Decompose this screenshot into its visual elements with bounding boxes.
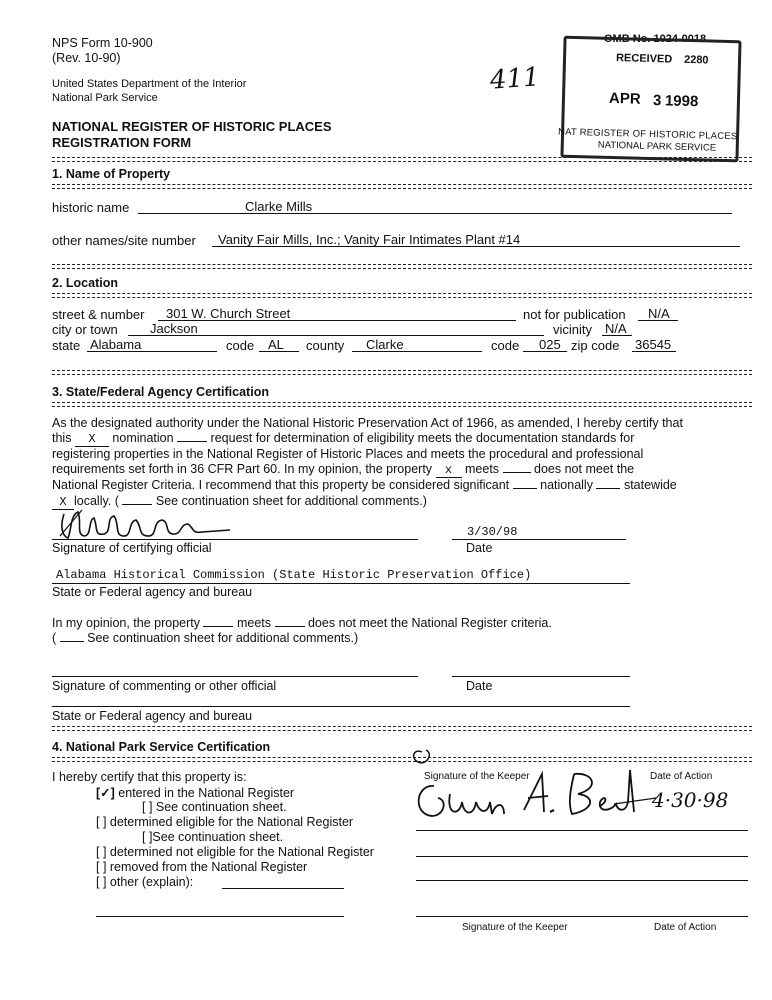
opinion-does-not-meet-checkbox[interactable] [275,626,305,627]
option-removed[interactable]: [ ] removed from the National Register [96,860,308,874]
department-name: United States Department of the Interior [52,78,247,90]
cert-locally: locally. ( [74,493,119,508]
received-stamp [557,36,741,163]
agency2-line[interactable] [52,706,630,707]
county-label: county [306,338,345,353]
cert-line-5: National Register Criteria. I recommend that this property be considered significant [52,478,510,493]
cert-continuation: See continuation sheet for additional comments.) [155,493,427,508]
handwritten-number: 411 [489,62,541,96]
agency2-label: State or Federal agency and bureau [52,709,253,723]
state-code-value[interactable]: AL [268,337,284,352]
section-divider [52,184,752,189]
nationally-checkbox[interactable] [513,488,537,489]
county-value[interactable]: Clarke [366,337,404,352]
opinion-line-3: See continuation sheet for additional comments.) [87,631,359,646]
stamp-code: 2280 [683,53,709,67]
street-value[interactable]: 301 W. Church Street [166,306,291,321]
form-title: NATIONAL REGISTER OF HISTORIC PLACES [52,119,332,134]
keeper-signature [404,744,664,840]
stamp-day: 3 [652,92,662,110]
section-divider [52,264,752,269]
cert-nomination: nomination [112,431,174,446]
historic-name-line [138,213,732,214]
stamp-line2: NATIONAL PARK SERVICE [597,139,717,154]
historic-name-label: historic name [52,200,130,215]
state-label: state [52,338,81,353]
opinion-meets: meets [236,616,272,630]
state-value[interactable]: Alabama [90,337,142,352]
other-names-label: other names/site number [52,233,196,248]
vicinity-value[interactable]: N/A [605,321,627,336]
stamp-month: APR [608,89,641,108]
option-not-eligible[interactable]: [ ] determined not eligible for the National Register [96,845,374,859]
keeper-date-value[interactable]: 4·30·98 [652,788,729,812]
historic-name-value[interactable]: Clarke Mills [245,199,313,214]
cert-date-label: Date [466,541,493,555]
stamp-line1: NAT REGISTER OF HISTORIC PLACES [557,126,738,143]
stamp-received: RECEIVED [615,52,673,66]
option-continuation-2[interactable]: [ ]See continuation sheet. [142,830,284,844]
keeper-line-3 [416,880,748,881]
option-other[interactable]: [ ] other (explain): [96,875,194,889]
section1-heading: 1. Name of Property [52,167,171,181]
section2-heading: 2. Location [52,276,118,290]
commenting-signature-line[interactable] [52,676,418,677]
option-entered[interactable] [96,785,294,800]
cert-line-1: As the designated authority under the National Historic Preservation Act of 1966, as amended, I hereby certify that [52,416,683,430]
certifying-signature [54,506,244,546]
keeper-label-1: Signature of the Keeper [424,771,530,782]
cert-this: this [52,431,72,446]
cert-signature-line [52,539,418,540]
commenting-signature-label: Signature of commenting or other official [52,679,277,693]
section-divider [52,370,752,375]
option-entered-label: entered in the National Register [118,786,295,800]
cert-line-4: requirements set forth in 36 CFR Part 60. In my opinion, the property [52,462,433,477]
commenting-date-label: Date [466,679,493,693]
does-not-meet-checkbox[interactable] [503,472,531,473]
form-subtitle: REGISTRATION FORM [52,135,192,150]
county-code-value[interactable]: 025 [539,337,561,352]
cert-nationally: nationally [540,478,593,493]
action-label-1: Date of Action [650,771,713,782]
option-continuation-1[interactable]: [ ] See continuation sheet. [142,800,287,814]
certification-paragraph [52,416,756,510]
locally-checkbox[interactable]: X [52,496,74,510]
other-explain-line-2[interactable] [96,916,344,917]
other-explain-line[interactable] [222,888,344,889]
option-eligible[interactable]: [ ] determined eligible for the National Register [96,815,354,829]
keeper-line-1 [416,830,748,831]
section-divider [52,157,752,162]
other-names-value[interactable]: Vanity Fair Mills, Inc.; Vanity Fair Intimates Plant #14 [218,232,521,247]
cert-meets: meets [465,462,500,477]
action-label-2: Date of Action [654,922,717,933]
section-divider [52,293,752,298]
nfp-label: not for publication [523,307,626,322]
nfp-value[interactable]: N/A [648,306,670,321]
cert-line-3: registering properties in the National Register of Historic Places and meets the procedural and professional [52,447,644,462]
continuation-checkbox-2[interactable] [60,641,84,642]
agency-label: State or Federal agency and bureau [52,585,253,599]
county-code-label: code [491,338,520,353]
street-label: street & number [52,307,145,322]
section4-heading: 4. National Park Service Certification [52,740,271,754]
cert-statewide: statewide [623,478,677,493]
section3-heading: 3. State/Federal Agency Certification [52,385,269,399]
meets-checkbox[interactable]: x [436,464,462,478]
commenting-date-line[interactable] [452,676,630,677]
form-revision: (Rev. 10-90) [52,51,121,65]
vicinity-label: vicinity [553,322,593,337]
cert-date-value[interactable]: 3/30/98 [467,525,518,539]
state-code-label: code [226,338,255,353]
keeper-line-2 [416,856,748,857]
zip-label: zip code [571,338,620,353]
form-number: NPS Form 10-900 [52,36,153,50]
omb-number: OMB No. 1024-0018 [604,33,707,45]
section-divider [52,726,752,731]
cert-line-2: request for determination of eligibility meets the documentation standards for [210,431,635,446]
statewide-checkbox[interactable] [596,488,620,489]
checked-box-icon: [✓] [96,786,115,800]
service-name: National Park Service [52,92,158,104]
keeper-line-4[interactable] [416,916,748,917]
city-label: city or town [52,322,118,337]
certify-text: I hereby certify that this property is: [52,770,247,784]
opinion-line-2: does not meet the National Register criteria. [307,616,552,630]
request-checkbox[interactable] [177,441,207,442]
keeper-label-2: Signature of the Keeper [462,922,568,933]
stamp-year: 1998 [664,92,699,111]
opinion-line-1: In my opinion, the property [52,616,200,630]
continuation-checkbox-1[interactable] [122,504,152,505]
opinion-meets-checkbox[interactable] [203,626,233,627]
agency-line [52,583,630,584]
section-divider [52,402,752,407]
city-value[interactable]: Jackson [150,321,198,336]
opinion-paragraph: In my opinion, the property meets does not meet the National Register criteria. ( See continuation sheet for additional comments.) [52,616,552,646]
cert-date-line [452,539,626,540]
nomination-checkbox[interactable]: X [75,433,109,447]
cert-signature-label: Signature of certifying official [52,541,212,555]
agency-value[interactable]: Alabama Historical Commission (State Historic Preservation Office) [56,568,532,582]
zip-value[interactable]: 36545 [635,337,672,352]
cert-does-not-meet: does not meet the [534,462,635,477]
